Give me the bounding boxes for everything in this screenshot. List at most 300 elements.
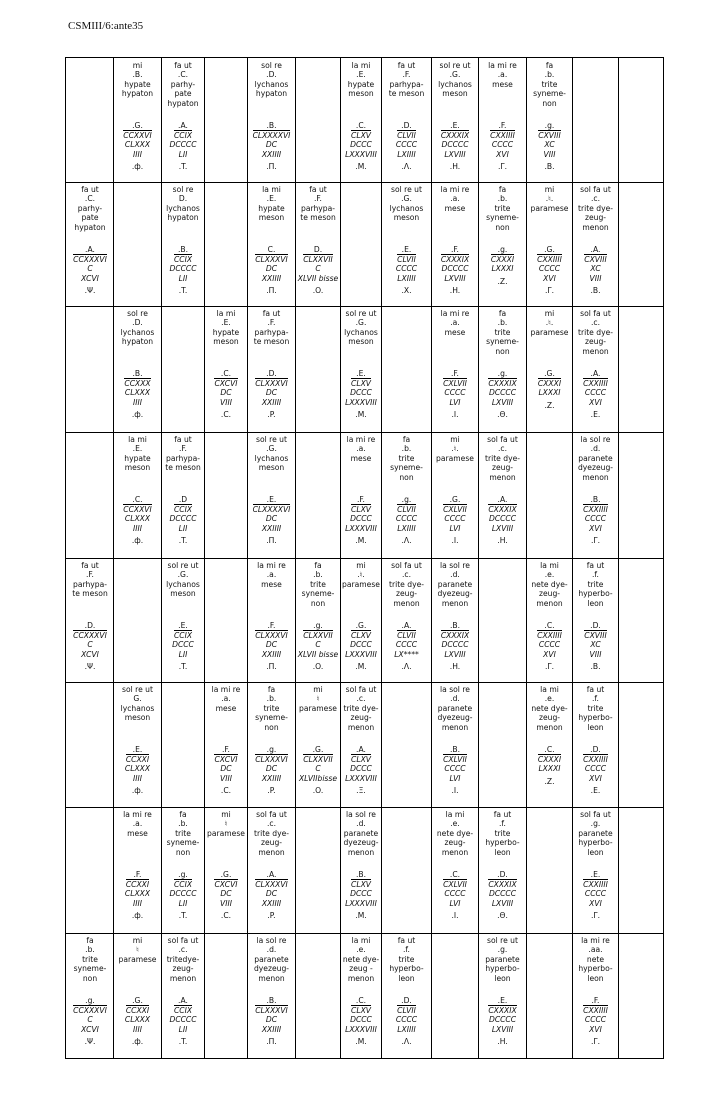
cell-number [248,755,295,764]
cell-number-text: CXXIIII [583,754,608,764]
note-cell [432,561,478,681]
cell-mark: .T. [178,286,188,296]
cell-number: XCVI [81,273,99,283]
cell-number: IIII [133,1024,142,1034]
cell-number: C [315,264,321,274]
cell-label-line: .g. [497,945,508,955]
cell-label-line: .G. [449,70,461,80]
cell-label-line: mi [356,561,366,570]
cell-label-line: la mi [351,936,371,945]
note-cell [341,810,381,932]
cell-note: .C. [544,621,555,631]
cell-number [573,631,618,640]
cell-label-line: .♮. [451,444,459,454]
cell-label-line: zeug- [491,463,514,473]
cell-number: VIII [543,149,556,159]
note-cell [296,185,340,305]
cell-label-line: ♮ [316,694,320,704]
cell-note: .G. [544,245,555,255]
cell-label-line: .b. [266,694,277,704]
note-cell [479,810,526,932]
cell-label-line: fa ut [586,561,605,570]
row-rule [66,682,663,683]
cell-label-line: .g. [590,819,601,829]
cell-label-line: fa [179,810,187,819]
cell-label-line: paranete [437,579,473,589]
cell-note: .G. [132,121,143,131]
cell-label-line: trite [310,579,326,589]
cell-mark: .P. [267,786,276,796]
cell-number-text: CLXXXXVI [252,504,291,514]
cell-number: LVI [449,898,461,908]
cell-label-line: syneme- [301,589,335,599]
cell-label-line: .a. [266,570,277,580]
cell-label-line: lychanos [120,703,155,713]
cell-number [341,505,381,514]
cell-mark: .T. [178,662,188,672]
cell-number-text: CCXXVI [123,130,152,140]
cell-label-line: menon [441,722,469,732]
cell-number [479,880,526,889]
cell-number: XXIIII [261,273,282,283]
cell-label-line: mi [313,685,323,694]
cell-number-text: CLXXXVI [255,1005,288,1015]
cell-label-line: sol re [261,61,282,70]
cell-number-text: CXXXIX [440,630,470,640]
cell-note: .D. [590,621,601,631]
cell-label-line: sol re [172,185,194,194]
cell-label-line: parhypa- [301,203,335,213]
cell-label-line: .f. [592,694,599,704]
cell-number: DC [265,764,278,774]
cell-number-text: CXVIII [538,130,561,140]
cell-number: XXIIII [261,649,282,659]
cell-number [162,505,204,514]
cell-mark: .H. [497,1037,508,1047]
cell-mark: .H. [497,536,508,546]
cell-label-line: lychanos [389,203,424,213]
cell-number: DCCC [350,764,372,774]
cell-mark: .Γ. [544,286,555,296]
cell-mark: .O. [312,662,324,672]
note-cell [382,185,431,305]
cell-mark: .Z. [544,400,555,410]
cell-label-line: .B. [132,70,143,80]
cell-label-line: la mi [351,61,371,70]
cell-number: XC [590,640,601,650]
cell-mark: .P. [267,410,276,420]
cell-mark: .M. [355,410,367,420]
cell-number: LII [178,649,188,659]
cell-label-line: .c. [401,570,411,580]
cell-label-line: .e. [356,945,366,955]
cell-number: XCVI [81,649,99,659]
cell-label-line: .b. [313,570,323,580]
cell-label-line: .e. [450,819,460,829]
cell-number-text: CXCVI [214,754,238,764]
cell-number [573,880,618,889]
cell-number: IIII [133,397,142,407]
cell-number [341,379,381,388]
cell-number: VIII [220,773,232,783]
cell-number: LII [178,898,188,908]
cell-label-line: sol re ut [439,61,471,70]
cell-label-line: leon [587,847,604,857]
cell-label-line: syneme- [255,713,288,723]
cell-number: CLXXX [124,889,151,899]
note-cell [296,685,340,806]
cell-label-line: .G. [266,444,277,454]
cell-label-line: mese [492,79,513,89]
cell-mark: .Θ. [497,410,508,420]
cell-number: C [315,764,321,774]
cell-number: CCCC [538,264,561,274]
cell-label-line: hyperbo- [578,713,613,723]
cell-label-line: non [310,598,326,608]
cell-number: DCCC [350,388,372,398]
cell-label-line: paramese [436,453,474,463]
cell-note: .D. [266,369,277,379]
cell-label-line: fa ut [397,61,416,70]
note-cell [248,185,295,305]
cell-label-line: .d. [450,570,460,580]
cell-label-line: te meson [388,89,425,99]
cell-number-text: CXXXI [490,254,515,264]
cell-label-line: hypaton [167,213,199,223]
cell-number: XC [590,264,601,274]
cell-number: IIII [133,898,142,908]
note-cell [162,185,204,305]
note-cell [341,685,381,806]
note-cell [341,61,381,181]
cell-number-text: CXXXIX [440,130,470,140]
note-cell [432,61,478,181]
cell-number-text: CLXXVII [303,630,333,640]
page-header: CSMIII/6:ante35 [68,20,144,32]
cell-number [67,1006,113,1015]
note-cell [248,561,295,681]
cell-label-line: nete dye- [531,579,568,589]
cell-number-text: CLXXXVI [255,630,288,640]
cell-label-line: paramese [530,203,569,213]
cell-mark: .M. [355,162,367,172]
cell-label-line: .f. [403,945,410,955]
note-cell [479,309,526,431]
cell-number: DC [220,764,232,774]
cell-label-line: menon [441,598,469,608]
cell-note: .A. [590,369,601,379]
cell-label-line: zeug- [584,337,607,347]
cell-mark: .П. [266,1037,277,1047]
cell-label-line: hypaton [121,337,154,347]
cell-number [432,379,478,388]
cell-number [162,631,204,640]
cell-label-line: menon [169,973,197,983]
cell-number [432,505,478,514]
cell-number: DC [220,388,232,398]
cell-mark: .Ψ. [84,662,96,672]
cell-label-line: mese [444,203,466,213]
cell-mark: .O. [312,286,324,296]
cell-note: .C. [132,495,143,505]
cell-mark: .B. [590,286,601,296]
cell-number: VIII [589,273,602,283]
cell-label-line: menon [536,722,563,732]
cell-label-line: mese [444,327,466,337]
cell-number-text: CLXXXVI [255,879,288,889]
cell-label-line: .♮. [545,194,554,204]
cell-label-line: la mi re [581,936,610,945]
cell-mark: .Γ. [497,162,508,172]
cell-mark: .Γ. [590,1037,601,1047]
cell-number: CCCC [395,1015,418,1025]
note-cell [248,309,295,431]
cell-label-line: .a. [497,70,508,80]
cell-number: LXIIII [397,149,416,159]
cell-label-line: meson [348,89,374,99]
cell-number-text: CXXXI [537,378,562,388]
cell-label-line: meson [170,589,196,599]
cell-number: XVI [543,273,556,283]
note-cell [248,435,295,557]
cell-number [205,755,247,764]
cell-label-line: sol fa ut [167,936,199,945]
cell-number [479,255,526,264]
cell-mark: .Λ. [401,662,412,672]
cell-number: DCCCC [488,1015,517,1025]
note-cell [205,810,247,932]
cell-label-line: trite dye- [578,203,613,213]
cell-number [573,1006,618,1015]
cell-mark: .I. [451,786,459,796]
note-cell [527,309,572,431]
cell-label-line: .E. [132,444,143,454]
cell-number [248,131,295,140]
cell-label-line: hyperbo- [389,964,424,974]
note-cell [573,435,618,557]
cell-number: CCCC [395,640,418,650]
cell-label-line: la mi re [488,61,517,70]
cell-number-text: CXXIIII [537,630,562,640]
cell-label-line: meson [393,213,420,223]
cell-note: .G. [220,870,232,880]
cell-number [341,755,381,764]
cell-label-line: zeug- [444,838,466,848]
cell-mark: .C. [220,410,232,420]
cell-label-line: parhypa- [389,79,424,89]
cell-number: XVI [589,898,602,908]
cell-label-line: trite [587,703,604,713]
cell-label-line: mi [544,309,555,318]
cell-number: CLXXX [124,140,151,150]
cell-note: .G. [132,996,143,1006]
cell-note: .A. [590,245,601,255]
cell-label-line: .D. [132,318,143,328]
cell-note: .A. [401,621,412,631]
cell-mark: .M. [355,536,367,546]
cell-label-line: .♮. [357,570,365,580]
cell-note: .F. [591,996,600,1006]
cell-number [114,755,161,764]
cell-label-line: trite [587,579,604,589]
cell-label-line: sol re ut [122,685,153,694]
note-cell [527,61,572,181]
cell-label-line: .G. [177,570,189,580]
cell-label-line: .c. [590,318,600,328]
cell-label-line: sol fa ut [580,185,611,194]
cell-label-line: .aa. [588,945,603,955]
cell-label-line: meson [124,713,151,723]
cell-number: LVI [449,523,461,533]
cell-number: XLVII bisse [297,273,339,283]
cell-label-line: fa [498,309,507,318]
row-rule [66,306,663,307]
cell-label-line: paramese [530,327,569,337]
row-rule [66,432,663,433]
cell-number: DC [265,889,278,899]
cell-label-line: mi [450,435,460,444]
cell-note: D. [313,245,323,255]
cell-mark: .T. [178,162,188,172]
note-cell [114,810,161,932]
cell-label-line: menon [441,847,469,857]
cell-label-line: menon [582,472,609,482]
cell-label-line: la sol re [440,561,470,570]
cell-note: .G. [355,621,367,631]
cell-label-line: non [175,847,191,857]
cell-mark: .I. [451,536,459,546]
cell-mark: .I. [451,410,459,420]
cell-number: VIII [220,898,232,908]
note-cell [341,561,381,681]
cell-number-text: CXXXIX [488,1005,517,1015]
cell-number [114,379,161,388]
cell-label-line: fa ut [309,185,327,194]
cell-mark: .C. [220,911,232,921]
cell-label-line: menon [582,346,609,356]
cell-mark: .T. [178,536,188,546]
cell-label-line: meson [258,213,285,223]
cell-label-line: syneme- [486,337,519,347]
cell-number [67,255,113,264]
cell-note: .E. [401,245,412,255]
cell-note: .g. [497,245,508,255]
note-cell [114,936,161,1057]
cell-label-line: la mi re [123,810,152,819]
cell-number [432,131,478,140]
note-cell [296,561,340,681]
cell-label-line: .F. [314,194,322,204]
cell-label-line: la mi re [346,435,376,444]
note-cell [162,810,204,932]
cell-label-line: la mi re [440,185,470,194]
note-cell [432,685,478,806]
cell-number: DC [265,264,278,274]
cell-label-line: leon [494,847,511,857]
note-cell [432,309,478,431]
cell-label-line: .D. [266,70,277,80]
cell-mark: .Ξ. [356,786,366,796]
cell-note: .g. [401,495,412,505]
cell-number: LXVIII [444,149,466,159]
cell-number [248,255,295,264]
cell-number [432,631,478,640]
cell-label-line: paranete [578,828,613,838]
cell-label-line: zeug- [172,964,194,974]
cell-number [479,505,526,514]
cell-number [248,631,295,640]
cell-number: LXVIII [491,397,514,407]
cell-label-line: fa ut [81,185,99,194]
note-cell [341,936,381,1057]
cell-note: .E. [356,369,366,379]
cell-label-line: lychanos [166,203,200,213]
cell-number-text: CXCVI [214,378,238,388]
cell-label-line: .b. [401,444,412,454]
cell-number: CCCC [584,514,607,524]
cell-number: CCCC [584,764,607,774]
cell-number-text: CCIX [173,630,193,640]
cell-label-line: la mi re [257,561,286,570]
cell-number [114,880,161,889]
cell-note: .B. [177,245,189,255]
cell-number-text: CCXXXVI [73,630,107,640]
cell-label-line: .d. [590,444,601,454]
cell-number: LII [178,149,188,159]
cell-label-line: sol fa ut [580,309,611,318]
cell-label-line: sol fa ut [487,435,518,444]
cell-label-line: te meson [72,589,108,599]
note-cell [205,685,247,806]
cell-note: .F. [267,621,276,631]
cell-label-line: zeug- [538,589,561,599]
cell-number [248,379,295,388]
note-cell [341,309,381,431]
row-rule [66,182,663,183]
cell-mark: .Γ. [544,662,555,672]
cell-label-line: parhypa- [166,453,200,463]
cell-label-line: paranete [485,954,520,964]
cell-note: .G. [449,495,461,505]
note-cell [573,309,618,431]
cell-mark: .T. [178,911,188,921]
cell-label-line: te meson [300,213,336,223]
cell-label-line: hypate [124,79,151,89]
cell-label-line: meson [348,337,374,347]
cell-label-line: parhypa- [73,579,107,589]
cell-label-line: menon [347,847,375,857]
cell-number: DCCCC [169,889,197,899]
cell-mark: .П. [266,286,277,296]
cell-label-line: .d. [450,694,460,704]
cell-label-line: trite dye- [343,703,379,713]
cell-note: .B. [266,996,277,1006]
cell-number [527,255,572,264]
cell-number [162,255,204,264]
cell-number [432,255,478,264]
cell-number: LXXXVIII [345,773,377,783]
cell-label-line: non [82,973,98,983]
cell-number: DC [220,889,232,899]
cell-mark: .Z. [544,776,555,786]
cell-label-line: .d. [266,945,277,955]
cell-label-line: tritedye- [166,954,200,964]
note-cell [162,61,204,181]
cell-number: XVI [496,149,509,159]
cell-number: LXIIII [397,273,416,283]
cell-number: CLXXX [124,514,151,524]
cell-number-text: CXXXIX [488,879,517,889]
